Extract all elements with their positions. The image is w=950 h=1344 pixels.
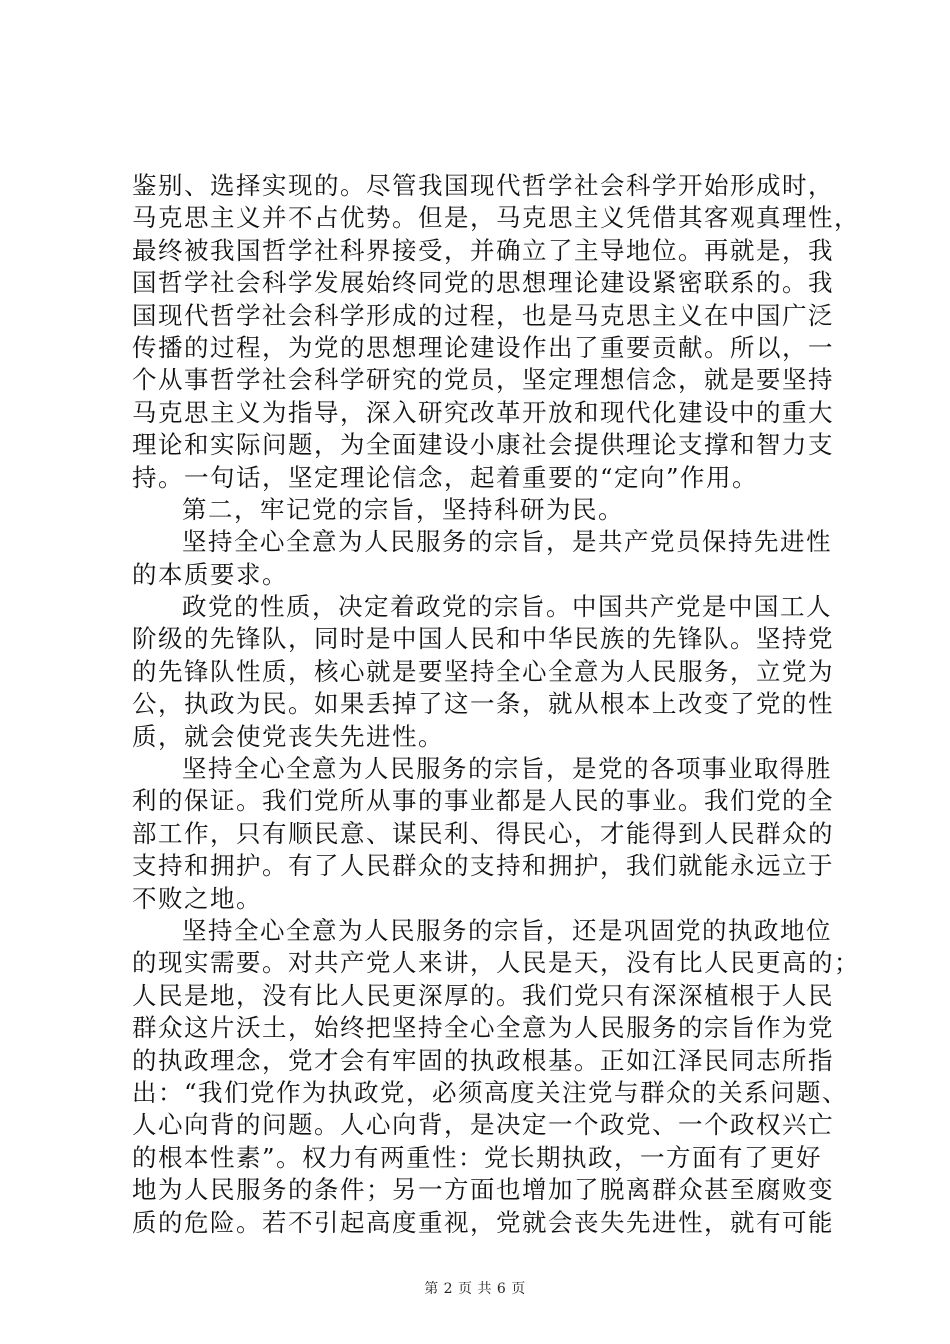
document-body xyxy=(132,170,860,1239)
text-line: 马克思主义并不占优势。但是，马克思主义凭借其客观真理性， xyxy=(132,203,860,233)
text-line: 国现代哲学社会科学形成的过程，也是马克思主义在中国广泛 xyxy=(132,300,834,330)
page-footer: 第 2 页 共 6 页 xyxy=(424,1281,526,1297)
text-line: 传播的过程，为党的思想理论建设作出了重要贡献。所以，一 xyxy=(132,332,834,362)
text-line: 持。一句话，坚定理论信念，起着重要的“定向”作用。 xyxy=(132,462,759,492)
text-line: 坚持全心全意为人民服务的宗旨，是共产党员保持先进性 xyxy=(182,527,832,557)
text-line: 支持和拥护。有了人民群众的支持和拥护，我们就能永远立于 xyxy=(132,851,834,881)
text-line: 部工作，只有顺民意、谋民利、得民心，才能得到人民群众的 xyxy=(132,818,834,848)
text-line: 马克思主义为指导，深入研究改革开放和现代化建设中的重大 xyxy=(132,397,834,427)
text-line: 的现实需要。对共产党人来讲，人民是天，没有比人民更高的； xyxy=(132,948,860,978)
text-line: 质，就会使党丧失先进性。 xyxy=(132,721,444,751)
text-line: 的本质要求。 xyxy=(132,559,288,589)
text-line: 不败之地。 xyxy=(132,883,262,913)
text-line: 阶级的先锋队，同时是中国人民和中华民族的先锋队。坚持党 xyxy=(132,624,834,654)
text-line: 公，执政为民。如果丢掉了这一条，就从根本上改变了党的性 xyxy=(132,689,834,719)
text-line: 个从事哲学社会科学研究的党员，坚定理想信念，就是要坚持 xyxy=(132,365,834,395)
text-line: 第二，牢记党的宗旨，坚持科研为民。 xyxy=(182,494,624,524)
text-line: 出：“我们党作为执政党，必须高度关注党与群众的关系问题、 xyxy=(132,1077,849,1107)
text-line: 人民是地，没有比人民更深厚的。我们党只有深深植根于人民 xyxy=(132,980,834,1010)
text-line: 鉴别、选择实现的。尽管我国现代哲学社会科学开始形成时， xyxy=(132,171,834,200)
text-line: 坚持全心全意为人民服务的宗旨，还是巩固党的执政地位 xyxy=(182,915,832,945)
text-line: 的根本性素”。权力有两重性：党长期执政，一方面有了更好 xyxy=(132,1142,823,1172)
text-line: 的先锋队性质，核心就是要坚持全心全意为人民服务，立党为 xyxy=(132,656,834,686)
text-line: 群众这片沃土，始终把坚持全心全意为人民服务的宗旨作为党 xyxy=(132,1013,834,1043)
text-line: 质的危险。若不引起高度重视，党就会丧失先进性，就有可能 xyxy=(132,1207,834,1237)
text-line: 最终被我国哲学社科界接受，并确立了主导地位。再就是，我 xyxy=(132,235,834,265)
text-line: 地为人民服务的条件；另一方面也增加了脱离群众甚至腐败变 xyxy=(132,1175,834,1205)
text-line: 国哲学社会科学发展始终同党的思想理论建设紧密联系的。我 xyxy=(132,268,834,298)
text-line: 的执政理念，党才会有牢固的执政根基。正如江泽民同志所指 xyxy=(132,1045,834,1075)
text-line: 坚持全心全意为人民服务的宗旨，是党的各项事业取得胜 xyxy=(182,754,832,784)
text-line: 利的保证。我们党所从事的事业都是人民的事业。我们党的全 xyxy=(132,786,834,816)
text-line: 政党的性质，决定着政党的宗旨。中国共产党是中国工人 xyxy=(182,592,832,622)
text-line: 理论和实际问题，为全面建设小康社会提供理论支撑和智力支 xyxy=(132,430,834,460)
text-line: 人心向背的问题。人心向背，是决定一个政党、一个政权兴亡 xyxy=(132,1110,834,1140)
